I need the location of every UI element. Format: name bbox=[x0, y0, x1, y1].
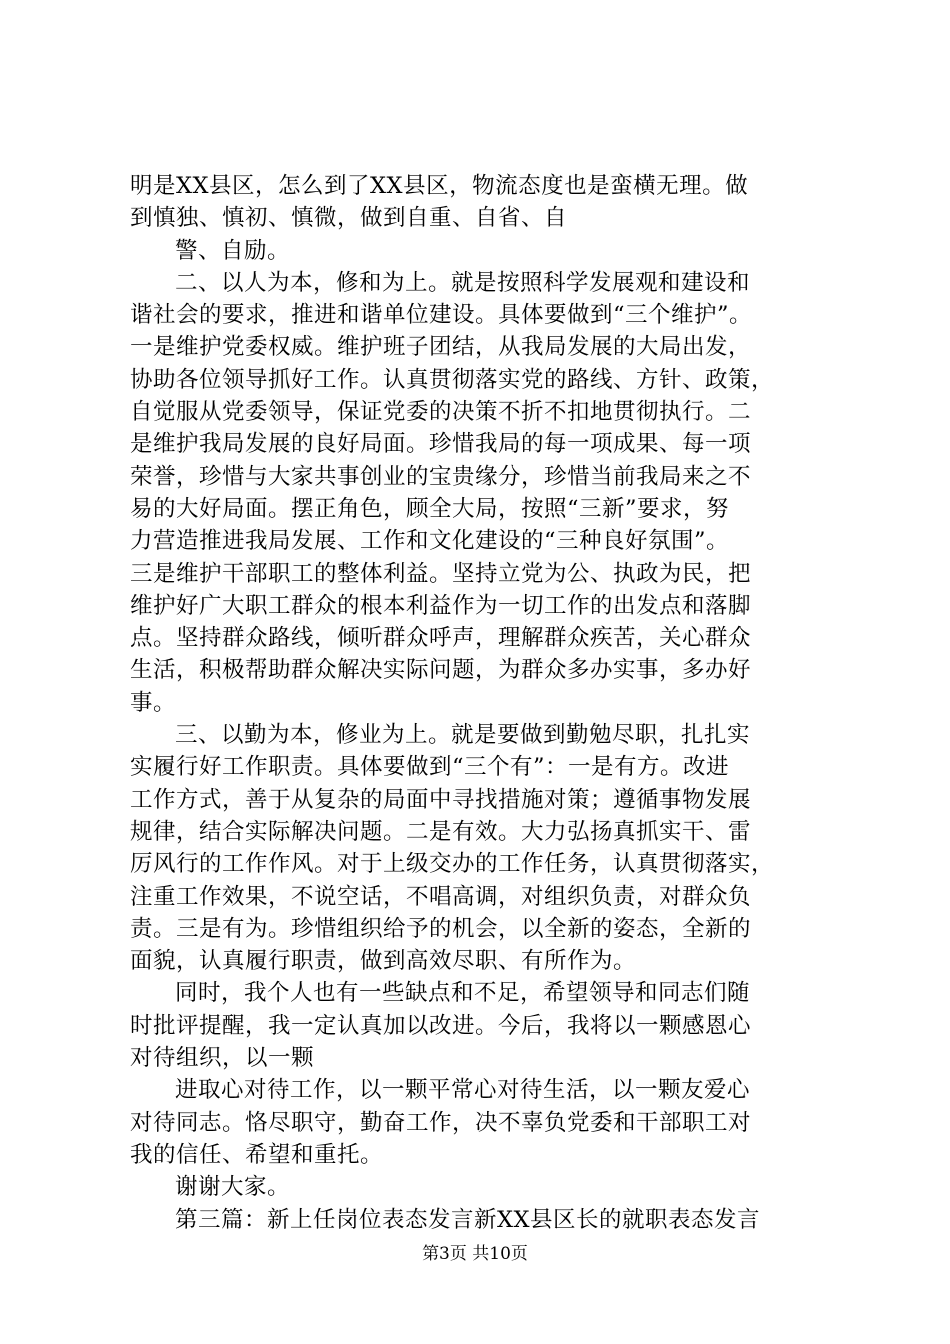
text-line: 荣誉，珍惜与大家共事创业的宝贵缘分，珍惜当前我局来之不 bbox=[130, 463, 752, 490]
text-line: 点。坚持群众路线，倾听群众呼声，理解群众疾苦，关心群众 bbox=[130, 625, 752, 652]
text-line: 责。三是有为。珍惜组织给予的机会，以全新的姿态，全新的 bbox=[130, 915, 752, 942]
text-line: 第三篇：新上任岗位表态发言新XX县区长的就职表态发言 bbox=[175, 1206, 761, 1233]
text-line: 规律，结合实际解决问题。二是有效。大力弘扬真抓实干、雷 bbox=[130, 818, 752, 845]
text-line: 维护好广大职工群众的根本利益作为一切工作的出发点和落脚 bbox=[130, 592, 752, 619]
document-body bbox=[130, 170, 840, 1236]
text-line: 三是维护干部职工的整体利益。坚持立党为公、执政为民，把 bbox=[130, 560, 752, 587]
text-line: 面貌，认真履行职责，做到高效尽职、有所作为。 bbox=[130, 948, 637, 975]
text-line: 二、以人为本，修和为上。就是按照科学发展观和建设和 bbox=[175, 269, 751, 296]
text-line: 到慎独、慎初、慎微，做到自重、自省、自 bbox=[130, 205, 568, 232]
text-line: 力营造推进我局发展、工作和文化建设的“三种良好氛围”。 bbox=[130, 528, 730, 555]
text-line: 事。 bbox=[130, 689, 177, 716]
page-footer: 第3页 共10页 bbox=[422, 1244, 528, 1264]
text-line: 一是维护党委权威。维护班子团结，从我局发展的大局出发， bbox=[130, 334, 752, 361]
text-line: 厉风行的工作作风。对于上级交办的工作任务，认真贯彻落实， bbox=[130, 851, 775, 878]
text-line: 注重工作效果，不说空话，不唱高调，对组织负责，对群众负 bbox=[130, 883, 752, 910]
text-line: 谐社会的要求，推进和谐单位建设。具体要做到“三个维护”。 bbox=[130, 302, 753, 329]
text-line: 生活，积极帮助群众解决实际问题，为群众多办实事，多办好 bbox=[130, 657, 752, 684]
text-line: 时批评提醒，我一定认真加以改进。今后，我将以一颗感恩心 bbox=[130, 1012, 752, 1039]
text-line: 三、以勤为本，修业为上。就是要做到勤勉尽职，扎扎实 bbox=[175, 722, 751, 749]
text-line: 谢谢大家。 bbox=[175, 1174, 291, 1201]
text-line: 进取心对待工作，以一颗平常心对待生活，以一颗友爱心 bbox=[175, 1077, 751, 1104]
text-line: 对待同志。恪尽职守，勤奋工作，决不辜负党委和干部职工对 bbox=[130, 1109, 752, 1136]
text-line: 实履行好工作职责。具体要做到“三个有”：一是有方。改进 bbox=[130, 754, 730, 781]
text-line: 自觉服从党委领导，保证党委的决策不折不扣地贯彻执行。二 bbox=[130, 399, 752, 426]
text-line: 明是XX县区，怎么到了XX县区，物流态度也是蛮横无理。做 bbox=[130, 173, 749, 199]
text-line: 同时，我个人也有一些缺点和不足，希望领导和同志们随 bbox=[175, 980, 751, 1007]
text-line: 是维护我局发展的良好局面。珍惜我局的每一项成果、每一项 bbox=[130, 431, 752, 458]
text-line: 协助各位领导抓好工作。认真贯彻落实党的路线、方针、政策， bbox=[130, 366, 775, 393]
text-line: 我的信任、希望和重托。 bbox=[130, 1141, 384, 1168]
text-line: 对待组织，以一颗 bbox=[130, 1045, 315, 1072]
text-line: 易的大好局面。摆正角色，顾全大局，按照“三新”要求，努 bbox=[130, 495, 730, 522]
text-line: 警、自励。 bbox=[175, 237, 291, 264]
text-line: 工作方式，善于从复杂的局面中寻找措施对策；遵循事物发展 bbox=[130, 786, 752, 813]
